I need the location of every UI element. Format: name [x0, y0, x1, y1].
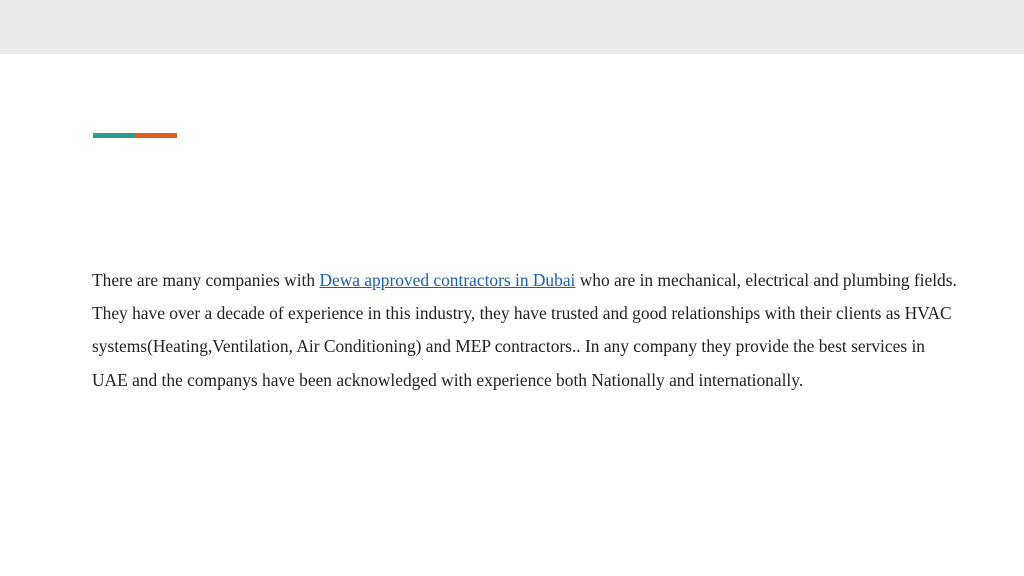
accent-bar	[93, 133, 177, 138]
accent-bar-teal	[93, 133, 135, 138]
dewa-contractors-link[interactable]: Dewa approved contractors in Dubai	[319, 270, 576, 290]
body-paragraph	[92, 264, 962, 397]
paragraph-text-start: There are many companies with	[92, 270, 320, 290]
accent-bar-orange	[135, 133, 177, 138]
top-band	[0, 0, 1024, 54]
paragraph-text-end: who are in mechanical, electrical and plumbing fields. They have over a decade of experience in this industry, they have trusted and good relationships with their clients as HVAC systems(Heating,Ventilation, Air Conditioning) and MEP contractors.. In any company they provide the best services in UAE and the companys have been acknowledged with experience both Nationally and internationally.	[92, 270, 957, 390]
